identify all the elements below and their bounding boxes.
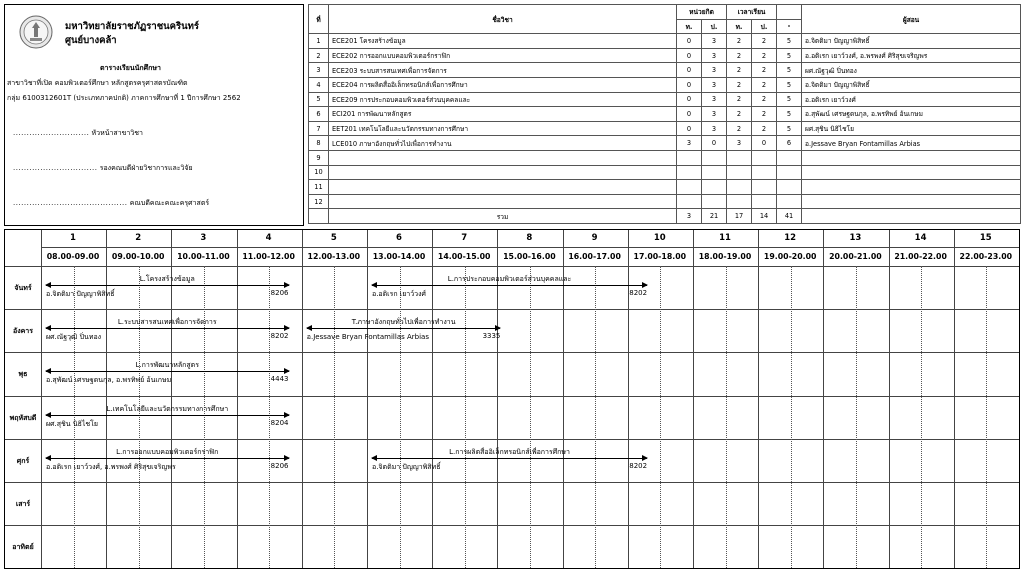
course-credits-theory xyxy=(677,194,702,209)
slot-number: 2 xyxy=(135,233,142,243)
signature-label: คณบดีคณะคณะครุศาสตร์ xyxy=(129,199,210,207)
course-credits-theory: 0 xyxy=(677,77,702,92)
class-teacher: อ.สุพัฒน์ เศรษฐดนกุล, อ.พรทิพย์ อ้นเกษม xyxy=(46,376,172,385)
course-credits-practice: 3 xyxy=(702,92,727,107)
slot-number: 14 xyxy=(914,233,927,243)
class-block xyxy=(46,274,289,300)
course-hours-theory xyxy=(727,150,752,165)
course-credits-practice xyxy=(702,180,727,195)
course-row xyxy=(309,92,1021,107)
course-instructor xyxy=(802,180,1021,195)
class-title: T.ภาษาอังกฤษทั่วไปเพื่อการทำงาน xyxy=(351,318,456,327)
course-no: 2 xyxy=(309,48,329,63)
slot-time: 10.00-11.00 xyxy=(177,252,230,261)
day-label: พฤหัสบดี xyxy=(9,413,37,422)
course-no: 4 xyxy=(309,77,329,92)
course-credits-practice: 3 xyxy=(702,77,727,92)
class-title: L.การผลิตสื่ออิเล็กทรอนิกส์เพื่อการศึกษา xyxy=(449,447,570,456)
course-no: 12 xyxy=(309,194,329,209)
course-no: 9 xyxy=(309,150,329,165)
subheader-practice-hours: ป. xyxy=(752,19,777,34)
class-block xyxy=(46,317,289,343)
half-hour-dotted-line xyxy=(986,266,987,568)
duration-arrow-line xyxy=(307,328,501,329)
day-label: อาทิตย์ xyxy=(12,543,34,552)
course-instructor xyxy=(802,150,1021,165)
course-subject: ECI201 การพัฒนาหลักสูตร xyxy=(329,107,677,122)
course-hours-total: 5 xyxy=(777,48,802,63)
duration-arrow-line xyxy=(46,458,289,459)
course-table-header-row xyxy=(309,5,1021,20)
course-hours-total xyxy=(777,194,802,209)
slot-time: 09.00-10.00 xyxy=(111,252,165,261)
header-subject: ชื่อวิชา xyxy=(329,5,677,34)
course-total-row xyxy=(309,209,1021,224)
subheader-total: - xyxy=(777,19,802,34)
slot-time: 17.00-18.00 xyxy=(633,252,687,261)
course-subject: EET201 เทคโนโลยีและนวัตกรรมทางการศึกษา xyxy=(329,121,677,136)
course-credits-theory: 0 xyxy=(677,92,702,107)
header-bottom-line xyxy=(5,266,1019,267)
slot-number: 5 xyxy=(330,233,337,243)
day-row-line xyxy=(5,525,1019,526)
class-block xyxy=(46,404,289,430)
course-subject xyxy=(329,194,677,209)
class-teacher: อ.จิตติมา ปัญญาพิสิทธิ์ xyxy=(372,462,441,471)
day-label: ศุกร์ xyxy=(16,456,30,465)
course-hours-theory: 2 xyxy=(727,34,752,49)
course-no: 3 xyxy=(309,63,329,78)
day-label: พุธ xyxy=(18,370,28,379)
slot-time: 19.00-20.00 xyxy=(763,252,817,261)
duration-arrow-line xyxy=(46,371,289,372)
course-row xyxy=(309,48,1021,63)
course-hours-theory: 2 xyxy=(727,77,752,92)
course-credits-practice: 0 xyxy=(702,136,727,151)
day-row-line xyxy=(5,396,1019,397)
university-seal-icon xyxy=(19,15,53,49)
day-row-line xyxy=(5,309,1019,310)
signature-head-of-department xyxy=(13,128,143,139)
course-credits-theory xyxy=(677,150,702,165)
course-no: 6 xyxy=(309,107,329,122)
course-row xyxy=(309,63,1021,78)
class-block xyxy=(372,447,647,473)
course-instructor xyxy=(802,165,1021,180)
course-credits-practice: 3 xyxy=(702,34,727,49)
course-no: 8 xyxy=(309,136,329,151)
total-label: รวม xyxy=(329,209,677,224)
course-hours-total: 5 xyxy=(777,121,802,136)
total-instructor-blank xyxy=(802,209,1021,224)
duration-arrow-line xyxy=(372,285,647,286)
slot-number: 4 xyxy=(265,233,272,243)
class-block xyxy=(307,317,501,343)
slot-time: 08.00-09.00 xyxy=(46,252,100,261)
day-row-line xyxy=(5,439,1019,440)
course-credits-theory: 3 xyxy=(677,136,702,151)
course-row xyxy=(309,136,1021,151)
course-hours-total: 5 xyxy=(777,34,802,49)
course-table xyxy=(308,4,1021,224)
day-label: จันทร์ xyxy=(14,284,32,292)
signature-label: รองคณบดีฝ่ายวิชาการและวิจัย xyxy=(99,164,193,172)
slot-time: 18.00-19.00 xyxy=(698,252,752,261)
university-name: มหาวิทยาลัยราชภัฏราชนครินทร์ xyxy=(65,21,199,32)
course-instructor: อ.สุพัฒน์ เศรษฐดนกุล, อ.พรทิพย์ อ้นเกษม xyxy=(802,107,1021,122)
half-hour-dotted-line xyxy=(530,266,531,568)
course-hours-total: 5 xyxy=(777,92,802,107)
total-blank xyxy=(309,209,329,224)
slot-column-line xyxy=(367,230,368,568)
course-no: 1 xyxy=(309,34,329,49)
slot-number: 3 xyxy=(200,233,207,243)
course-hours-practice xyxy=(752,165,777,180)
day-column-line xyxy=(41,230,42,568)
slot-time: 21.00-22.00 xyxy=(894,252,947,261)
course-credits-theory xyxy=(677,180,702,195)
course-hours-total: 5 xyxy=(777,63,802,78)
class-teacher: ผศ.ณัฐวุฒิ ปิ่นทอง xyxy=(46,333,102,342)
course-subject: ECE204 การผลิตสื่ออิเล็กทรอนิกส์เพื่อการศึกษา xyxy=(329,77,677,92)
course-hours-total xyxy=(777,180,802,195)
slot-time: 20.00-21.00 xyxy=(829,252,882,261)
slot-number: 9 xyxy=(591,233,598,243)
course-hours-total: 5 xyxy=(777,77,802,92)
schedule-title: ตารางเรียนนักศึกษา xyxy=(100,64,161,72)
course-subject xyxy=(329,150,677,165)
course-hours-practice: 2 xyxy=(752,121,777,136)
slot-time: 11.00-12.00 xyxy=(242,252,295,261)
half-hour-dotted-line xyxy=(334,266,335,568)
header-no: ที่ xyxy=(309,5,329,34)
course-subject: ECE209 การประกอบคอมพิวเตอร์ส่วนบุคคลและ xyxy=(329,92,677,107)
duration-arrow-line xyxy=(46,415,289,416)
half-hour-dotted-line xyxy=(660,266,661,568)
class-block xyxy=(46,360,289,386)
course-hours-practice: 0 xyxy=(752,136,777,151)
course-credits-practice: 3 xyxy=(702,48,727,63)
course-credits-practice: 3 xyxy=(702,63,727,78)
course-instructor: อ.อติเรก เยาว์วงศ์ xyxy=(802,92,1021,107)
course-no: 10 xyxy=(309,165,329,180)
course-credits-theory xyxy=(677,165,702,180)
slot-column-line xyxy=(758,230,759,568)
course-subject: ECE203 ระบบสารสนเทศเพื่อการจัดการ xyxy=(329,63,677,78)
slot-time: 14.00-15.00 xyxy=(437,252,491,261)
class-room: 8202 xyxy=(270,332,289,341)
timetable-grid xyxy=(4,229,1020,569)
total-credits-theory: 3 xyxy=(677,209,702,224)
duration-arrow-line xyxy=(46,328,289,329)
half-hour-dotted-line xyxy=(595,266,596,568)
slot-number: 13 xyxy=(849,233,862,243)
signature-vice-dean xyxy=(13,163,193,174)
slot-column-line xyxy=(693,230,694,568)
course-hours-practice: 2 xyxy=(752,92,777,107)
half-hour-dotted-line xyxy=(726,266,727,568)
course-hours-theory: 2 xyxy=(727,63,752,78)
class-teacher: อ.จิตติมา ปัญญาพิสิทธิ์ xyxy=(46,290,115,298)
course-hours-practice: 2 xyxy=(752,48,777,63)
signature-dots: ............................... xyxy=(13,164,98,172)
class-title: L.การออกแบบคอมพิวเตอร์กราฟิก xyxy=(116,447,219,456)
slot-time: 16.00-17.00 xyxy=(568,252,621,261)
slot-column-line xyxy=(889,230,890,568)
header-hours: เวลาเรียน xyxy=(727,5,777,20)
slot-column-line xyxy=(302,230,303,568)
header-credits: หน่วยกิต xyxy=(677,5,727,20)
header-divider-line xyxy=(41,247,1019,248)
class-title: L.ระบบสารสนเทศเพื่อการจัดการ xyxy=(117,318,217,327)
total-credits-practice: 21 xyxy=(702,209,727,224)
course-hours-theory: 2 xyxy=(727,121,752,136)
course-credits-theory: 0 xyxy=(677,63,702,78)
subheader-theory-hours: ท. xyxy=(727,19,752,34)
half-hour-dotted-line xyxy=(856,266,857,568)
class-room: 8204 xyxy=(270,418,289,427)
total-hours-sum: 41 xyxy=(777,209,802,224)
course-row xyxy=(309,180,1021,195)
course-hours-total xyxy=(777,150,802,165)
course-subject: ECE201 โครงสร้างข้อมูล xyxy=(329,34,677,49)
course-credits-theory: 0 xyxy=(677,34,702,49)
course-row xyxy=(309,77,1021,92)
slot-number: 15 xyxy=(979,233,992,243)
course-instructor: อ.Jessave Bryan Fontamillas Arbias xyxy=(802,136,1021,151)
half-hour-dotted-line xyxy=(921,266,922,568)
subheader-practice: ป. xyxy=(702,19,727,34)
course-hours-practice: 2 xyxy=(752,107,777,122)
class-room: 8206 xyxy=(270,289,289,297)
slot-column-line xyxy=(954,230,955,568)
slot-time: 12.00-13.00 xyxy=(307,252,361,261)
course-hours-theory: 2 xyxy=(727,92,752,107)
course-no: 5 xyxy=(309,92,329,107)
course-row xyxy=(309,34,1021,49)
course-hours-theory xyxy=(727,194,752,209)
course-credits-practice xyxy=(702,165,727,180)
course-hours-practice xyxy=(752,180,777,195)
course-row xyxy=(309,107,1021,122)
signature-dean xyxy=(13,198,209,209)
slot-time: 13.00-14.00 xyxy=(372,252,426,261)
class-room: 8202 xyxy=(629,289,648,297)
course-credits-practice xyxy=(702,150,727,165)
course-credits-theory: 0 xyxy=(677,107,702,122)
course-row xyxy=(309,150,1021,165)
course-hours-practice xyxy=(752,194,777,209)
class-block xyxy=(46,447,289,473)
course-hours-practice: 2 xyxy=(752,63,777,78)
subheader-theory: ท. xyxy=(677,19,702,34)
course-row xyxy=(309,165,1021,180)
class-teacher: อ.Jessave Bryan Fontamillas Arbias xyxy=(306,333,429,342)
class-title: L.การประกอบคอมพิวเตอร์ส่วนบุคคลและ xyxy=(447,275,572,283)
course-credits-practice: 3 xyxy=(702,121,727,136)
course-credits-theory: 0 xyxy=(677,121,702,136)
course-hours-practice: 2 xyxy=(752,34,777,49)
slot-number: 8 xyxy=(526,233,533,243)
total-hours-theory: 17 xyxy=(727,209,752,224)
slot-number: 6 xyxy=(396,233,402,243)
course-hours-theory xyxy=(727,165,752,180)
half-hour-dotted-line xyxy=(465,266,466,568)
half-hour-dotted-line xyxy=(791,266,792,568)
class-room: 3335 xyxy=(482,332,501,341)
slot-number: 12 xyxy=(784,233,797,243)
course-credits-practice xyxy=(702,194,727,209)
course-hours-total: 5 xyxy=(777,107,802,122)
slot-number: 7 xyxy=(461,233,468,243)
class-title: L.เทคโนโลยีและนวัตกรรมทางการศึกษา xyxy=(106,404,229,413)
header-instructor: ผู้สอน xyxy=(802,5,1021,34)
slot-time: 15.00-16.00 xyxy=(503,252,556,261)
day-label: เสาร์ xyxy=(15,500,31,508)
duration-arrow-line xyxy=(46,285,289,286)
slot-column-line xyxy=(823,230,824,568)
day-row-line xyxy=(5,482,1019,483)
campus-name: ศูนย์บางคล้า xyxy=(65,35,117,46)
course-instructor: ผศ.ณัฐวุฒิ ปิ่นทอง xyxy=(802,63,1021,78)
course-hours-theory xyxy=(727,180,752,195)
slot-number: 1 xyxy=(70,233,76,243)
course-credits-practice: 3 xyxy=(702,107,727,122)
course-hours-total: 6 xyxy=(777,136,802,151)
course-subject: ECE202 การออกแบบคอมพิวเตอร์กราฟิก xyxy=(329,48,677,63)
class-teacher: อ.อติเรก เยาว์วงศ์ xyxy=(372,290,426,298)
course-subject xyxy=(329,165,677,180)
course-no: 7 xyxy=(309,121,329,136)
header-blank xyxy=(777,5,802,20)
class-room: 8202 xyxy=(629,461,648,470)
course-row xyxy=(309,121,1021,136)
course-hours-practice xyxy=(752,150,777,165)
course-instructor: อ.อติเรก เยาว์วงศ์, อ.พรพงศ์ ศิริสุขเจริญพร xyxy=(802,48,1021,63)
course-no: 11 xyxy=(309,180,329,195)
course-instructor: อ.จิตติมา ปัญญาพิสิทธิ์ xyxy=(802,34,1021,49)
class-teacher: ผศ.สุชิน นิธิไชโย xyxy=(46,419,98,428)
duration-arrow-line xyxy=(372,458,647,459)
course-subject: LCE010 ภาษาอังกฤษทั่วไปเพื่อการทำงาน xyxy=(329,136,677,151)
slot-number: 11 xyxy=(719,233,731,243)
course-subject xyxy=(329,180,677,195)
signature-dots: .......................................... xyxy=(13,199,128,207)
course-hours-total xyxy=(777,165,802,180)
slot-time: 22.00-23.00 xyxy=(959,252,1013,261)
day-label: อังคาร xyxy=(13,327,33,336)
half-hour-dotted-line xyxy=(400,266,401,568)
course-instructor: อ.จิตติมา ปัญญาพิสิทธิ์ xyxy=(802,77,1021,92)
group-line: กลุ่ม 6100312601T (ประเภทภาคปกติ) ภาคการศึกษาที่ 1 ปีการศึกษา 2562 xyxy=(7,94,241,102)
day-row-line xyxy=(5,352,1019,353)
class-block xyxy=(372,274,647,300)
signature-dots: ............................ xyxy=(13,129,90,137)
course-hours-theory: 2 xyxy=(727,48,752,63)
class-title: L.โครงสร้างข้อมูล xyxy=(139,275,195,283)
course-hours-theory: 3 xyxy=(727,136,752,151)
signature-label: หัวหน้าสาขาวิชา xyxy=(91,129,143,137)
class-room: 8206 xyxy=(270,461,289,470)
course-instructor xyxy=(802,194,1021,209)
course-instructor: ผศ.สุชิน นิธิไชโย xyxy=(802,121,1021,136)
course-credits-theory: 0 xyxy=(677,48,702,63)
course-row xyxy=(309,194,1021,209)
header-panel xyxy=(4,4,304,226)
class-title: L.การพัฒนาหลักสูตร xyxy=(135,361,199,370)
class-room: 4443 xyxy=(270,375,289,384)
class-teacher: อ.อติเรก เยาว์วงศ์, อ.พรพงศ์ ศิริสุขเจริญพร xyxy=(46,462,176,471)
slot-number: 10 xyxy=(653,233,666,243)
total-hours-practice: 14 xyxy=(752,209,777,224)
course-hours-practice: 2 xyxy=(752,77,777,92)
course-hours-theory: 2 xyxy=(727,107,752,122)
program-line: สาขาวิชาที่เปิด คอมพิวเตอร์ศึกษา หลักสูตรครุศาสตรบัณฑิต xyxy=(7,79,188,87)
